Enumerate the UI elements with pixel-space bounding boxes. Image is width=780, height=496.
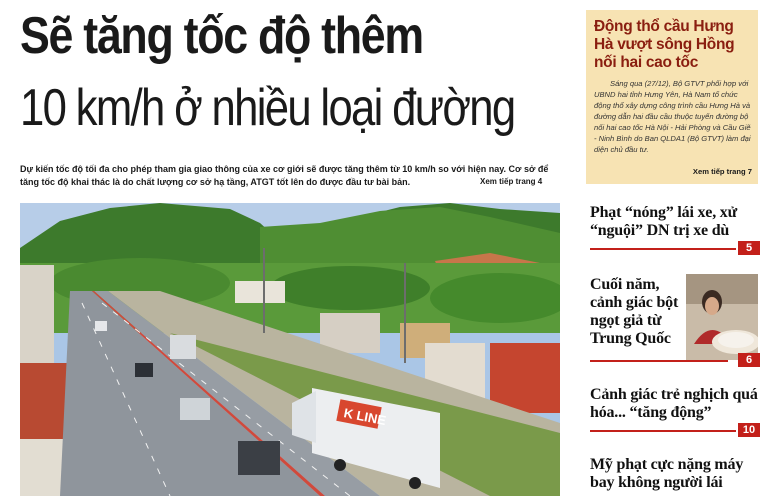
main-photo-highway [20, 203, 560, 496]
truck-logo-text: K LINE [342, 405, 388, 429]
teaser-rule [590, 430, 736, 432]
main-continue-link[interactable]: Xem tiếp trang 4 [480, 177, 543, 186]
teaser-rule [590, 360, 728, 362]
feature-body: Sáng qua (27/12), Bộ GTVT phối hợp với UBND hai tỉnh Hưng Yên, Hà Nam tổ chức động thổ xây dựng công trình cầu Hưng Hà và đường dẫn hai đầu cầu thuộc tuyến đường bộ nối hai cao tốc Hà Nội - Hải Phòng và Cầu Giẽ - Ninh Bình do Ban QLDA1 (Bộ GTVT) làm đại diện chủ đầu tư. [594, 79, 751, 154]
page-badge: 6 [738, 353, 760, 367]
teaser-title[interactable]: Mỹ phạt cực nặng máy bay không người lái [590, 456, 744, 491]
highway-illustration [20, 203, 560, 496]
teaser-item[interactable] [590, 204, 760, 258]
teaser-item[interactable] [590, 276, 760, 368]
main-headline-line1[interactable]: Sẽ tăng tốc độ thêm [20, 7, 423, 65]
feature-box[interactable] [586, 10, 758, 184]
teaser-title[interactable]: Cuối năm, cảnh giác bột ngọt giả từ Trung Quốc [590, 276, 679, 347]
page-badge: 5 [738, 241, 760, 255]
page-badge: 10 [738, 423, 760, 437]
teaser-title[interactable]: Phạt “nóng” lái xe, xử “nguội” DN trị xe dù [590, 204, 737, 239]
teaser-thumbnail [686, 274, 758, 360]
teaser-title[interactable]: Cảnh giác trẻ nghịch quá hóa... “tăng động” [590, 386, 758, 421]
feature-title[interactable]: Động thổ cầu Hưng Hà vượt sông Hồng nối hai cao tốc [594, 18, 735, 71]
main-lead-text: Dự kiến tốc độ tối đa cho phép tham gia giao thông của xe cơ giới sẽ được tăng thêm từ 10 km/h so với hiện nay. Cơ sở để tăng tốc độ khai thác là do chất lượng cơ sở hạ tầng, ATGT tốt lên do được đầu tư bài bản. [20, 164, 549, 187]
teaser-item[interactable] [590, 386, 760, 436]
feature-continue-link[interactable]: Xem tiếp trang 7 [692, 167, 752, 176]
teaser-item[interactable] [590, 456, 760, 496]
teaser-rule [590, 248, 736, 250]
main-headline-line2[interactable]: 10 km/h ở nhiều loại đường [20, 79, 515, 137]
